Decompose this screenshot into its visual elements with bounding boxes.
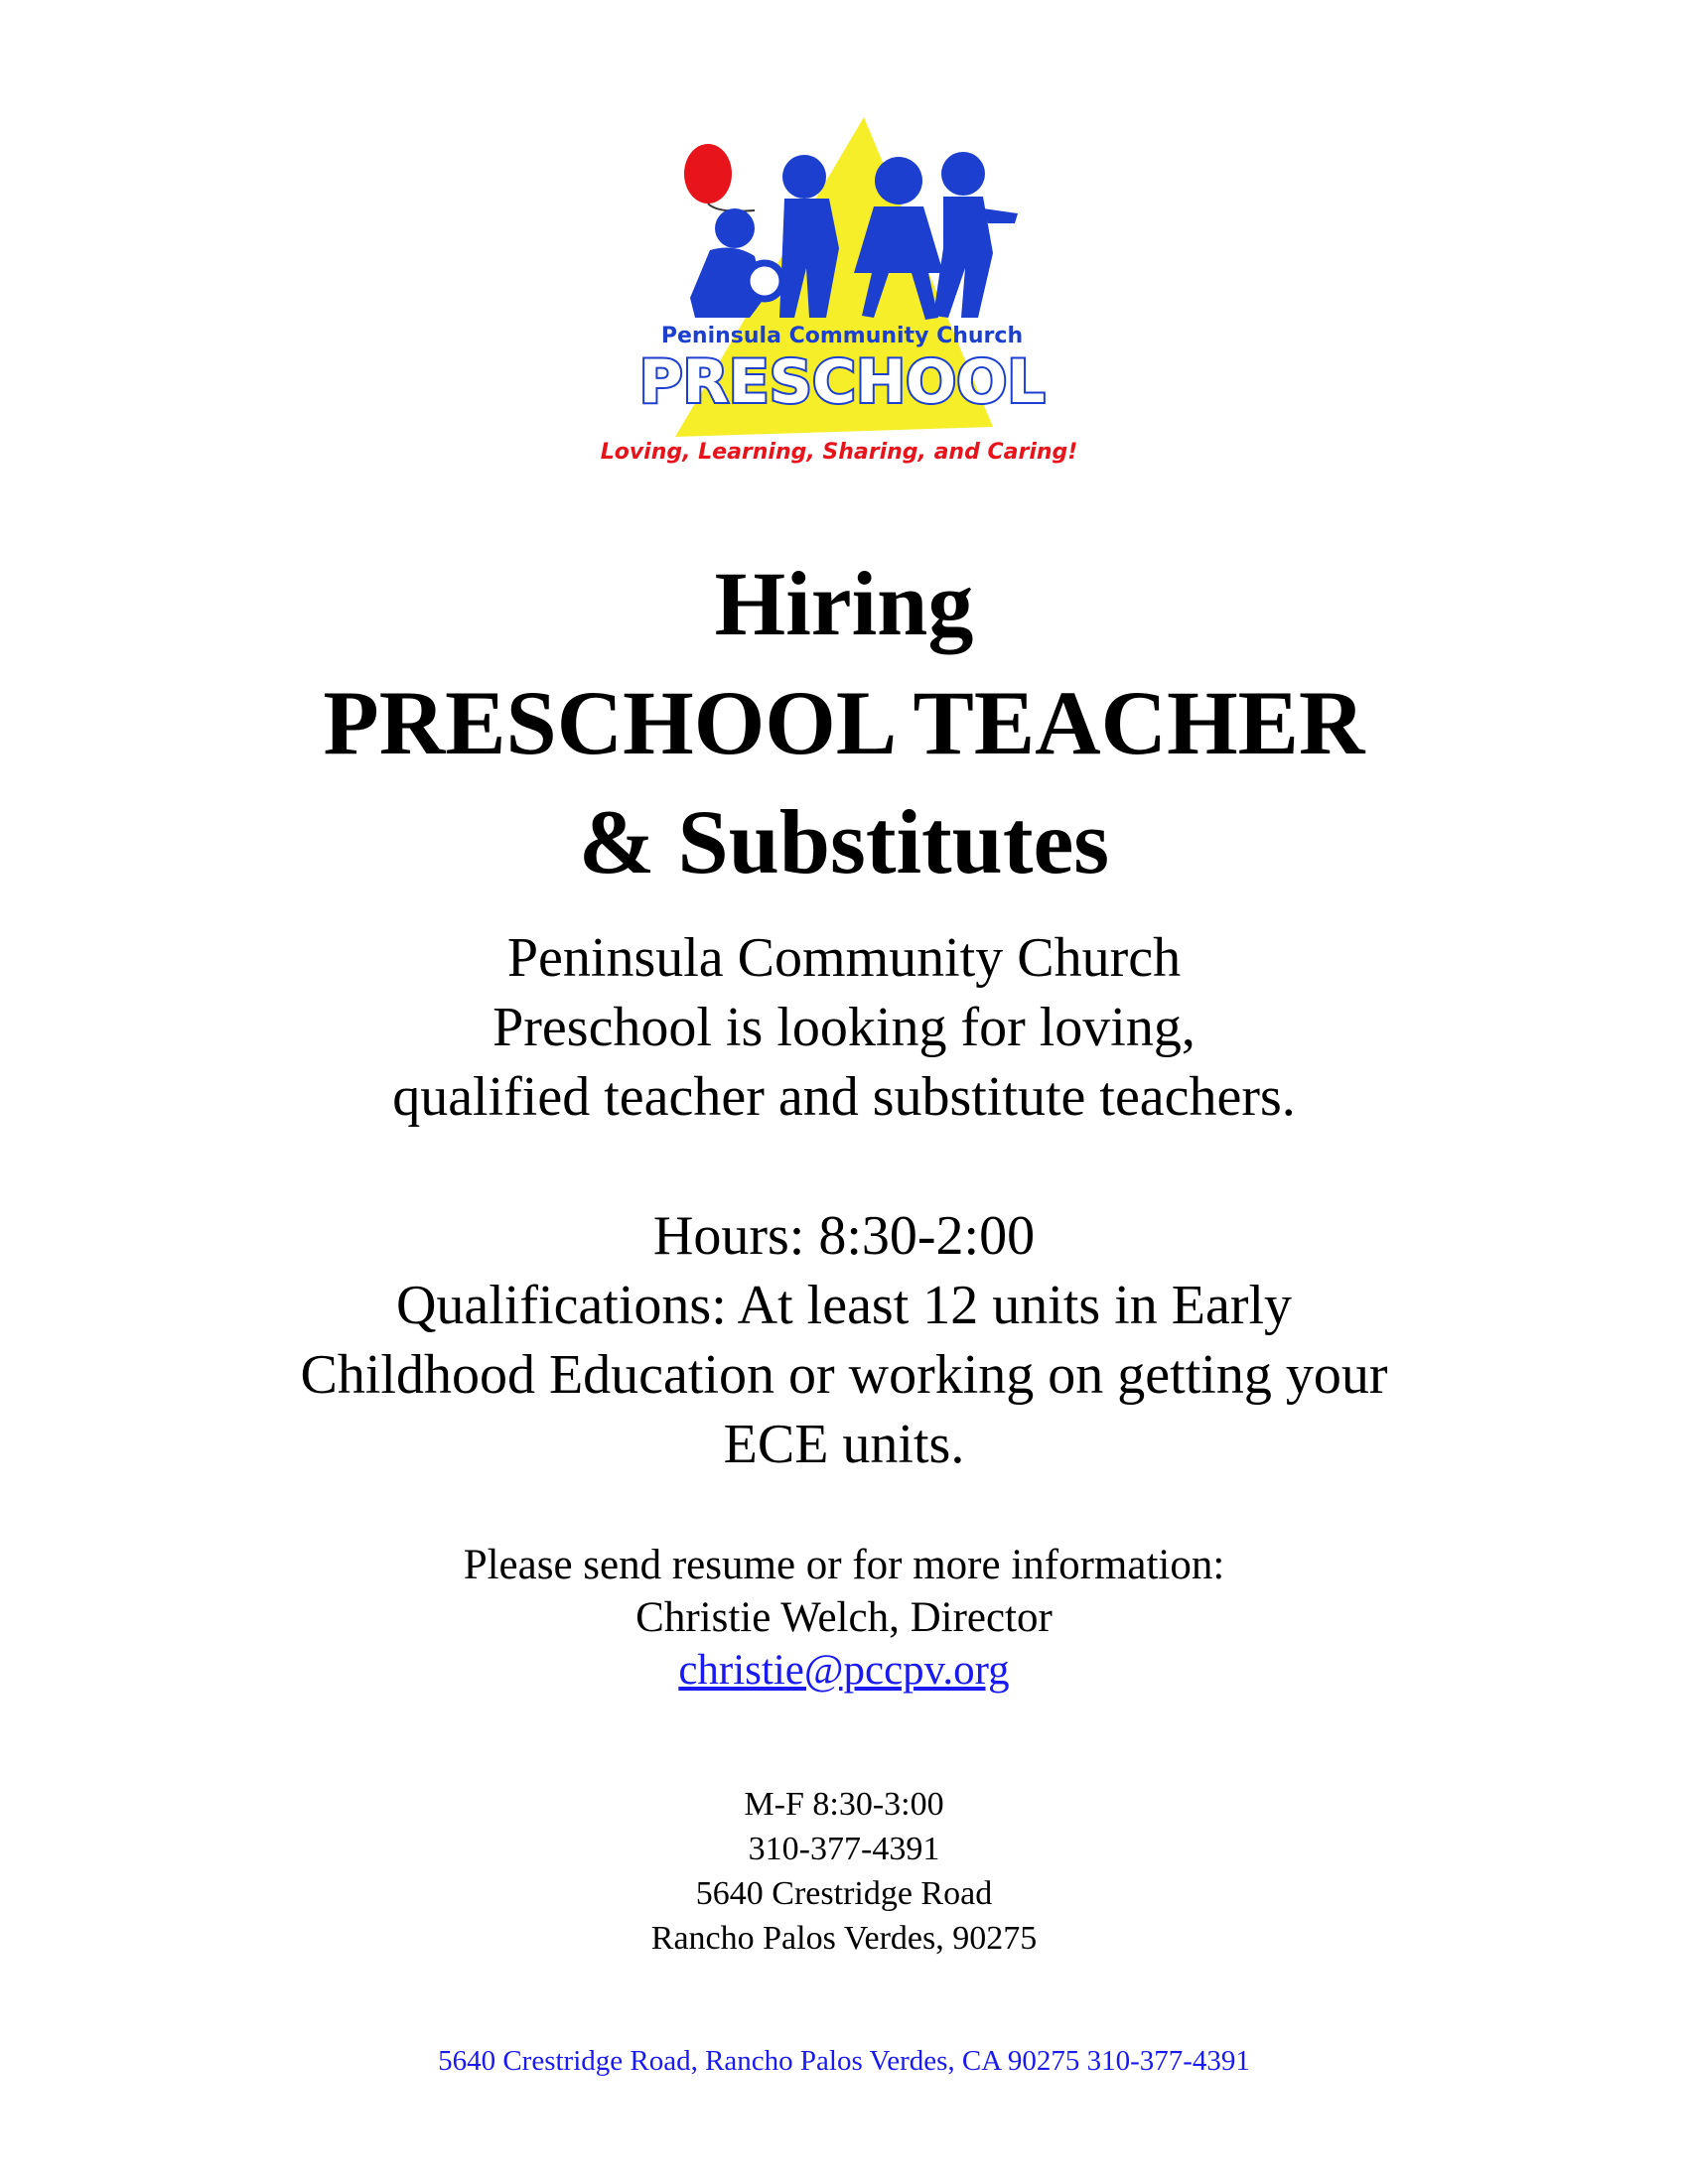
intro-line: Peninsula Community Church [506, 927, 1182, 989]
work-hours: Hours: 8:30-2:00 [652, 1205, 1036, 1267]
preschool-logo [0, 0, 1688, 477]
intro-paragraph [0, 923, 1688, 1132]
heading-block [0, 544, 1688, 901]
intro-line: qualified teacher and substitute teachers. [392, 1066, 1296, 1128]
director-email-link[interactable]: christie@pccpv.org [678, 1647, 1010, 1694]
qualifications-line: Childhood Education or working on getting your [300, 1344, 1388, 1406]
office-phone: 310-377-4391 [748, 1831, 940, 1867]
office-city: Rancho Palos Verdes, 90275 [650, 1920, 1038, 1957]
contact-block [0, 1539, 1688, 1697]
heading-hiring: Hiring [714, 553, 974, 654]
job-details [0, 1201, 1688, 1479]
qualifications-line: Qualifications: At least 12 units in Early [395, 1275, 1293, 1336]
heading-substitutes: & Substitutes [578, 791, 1110, 892]
office-street: 5640 Crestridge Road [695, 1875, 993, 1912]
contact-prompt: Please send resume or for more information: [463, 1542, 1225, 1588]
qualifications-line: ECE units. [723, 1414, 965, 1475]
logo-tagline: Loving, Learning, Sharing, and Caring! [600, 440, 1078, 465]
logo-org-name: Peninsula Community Church [660, 324, 1024, 348]
balloon-icon [684, 144, 755, 211]
logo-wordmark: PRESCHOOL [638, 347, 1046, 417]
footer-address: 5640 Crestridge Road, Rancho Palos Verdes, CA 90275 310-377-4391 [438, 2045, 1250, 2077]
director-name: Christie Welch, Director [635, 1594, 1053, 1641]
office-hours: M-F 8:30-3:00 [744, 1786, 944, 1823]
heading-position: PRESCHOOL TEACHER [323, 672, 1365, 773]
office-info [0, 1782, 1688, 1961]
intro-line: Preschool is looking for loving, [492, 997, 1196, 1058]
